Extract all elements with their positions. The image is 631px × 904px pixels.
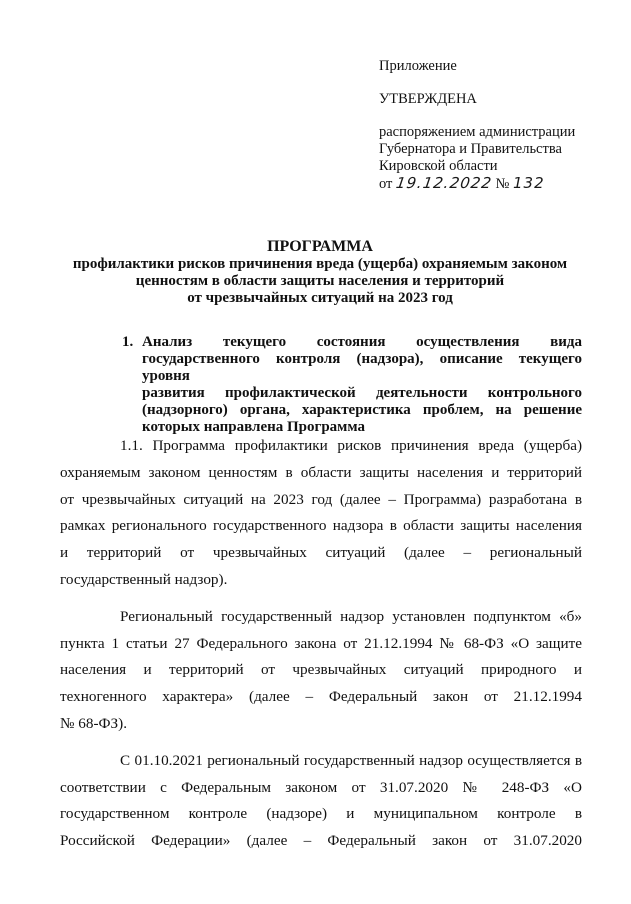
approval-authority-line-1: распоряжением администрации	[379, 124, 576, 140]
title-line-1: профилактики рисков причинения вреда (ущерба) охраняемым законом	[72, 256, 568, 272]
section-heading-line: Анализ текущего состояния осуществления вида	[142, 334, 582, 350]
handwritten-number: 132	[513, 174, 545, 192]
approval-block	[379, 58, 619, 193]
approval-authority-line-3: Кировской области	[379, 158, 498, 174]
approval-date-row	[379, 175, 619, 193]
text-line: Российской Федерации» (далее – Федеральный закон от 31.07.2020	[60, 832, 582, 850]
text-line: соответствии с Федеральным законом от 31.07.2020 № 248-ФЗ «О	[60, 778, 582, 796]
text-line: рамках регионального государственного надзора в области защиты населения	[60, 517, 582, 535]
text-line: государственном контроле (надзоре) и муниципальном контроле в	[60, 805, 582, 823]
section-heading	[122, 334, 582, 436]
text-line: 1.1. Программа профилактики рисков причинения вреда (ущерба)	[120, 437, 582, 454]
document-body	[60, 433, 582, 855]
text-line: и территорий от чрезвычайных ситуаций (далее – региональный	[60, 544, 582, 562]
text-line: № 68-ФЗ).	[60, 714, 127, 732]
text-line: от чрезвычайных ситуаций на 2023 год (далее – Программа) разработана в	[60, 490, 582, 508]
text-line: С 01.10.2021 региональный государственный надзор осуществляется в	[120, 751, 582, 769]
approval-authority-line-2: Губернатора и Правительства	[379, 141, 562, 157]
title-line-3: от чрезвычайных ситуаций на 2023 год	[187, 290, 453, 306]
document-title	[60, 238, 580, 307]
approved-label: УТВЕРЖДЕНА	[379, 91, 477, 107]
section-heading-line: (надзорного) органа, характеристика проблем, на решение	[142, 402, 582, 418]
date-prefix: от	[379, 176, 393, 192]
title-line-2: ценностям в области защиты населения и территорий	[135, 273, 505, 289]
appendix-label: Приложение	[379, 58, 457, 74]
section-heading-line: развития профилактической деятельности контрольного	[142, 385, 582, 401]
section-heading-line: государственного контроля (надзора), описание текущего уровня	[142, 351, 582, 384]
text-line: населения и территорий от чрезвычайных ситуаций природного и	[60, 661, 582, 679]
paragraph-1-1	[60, 433, 582, 594]
number-sign: №	[495, 176, 510, 192]
section-heading-line: которых направлена Программа	[142, 419, 366, 435]
paragraph-since-2021	[60, 748, 582, 855]
text-line: техногенного характера» (далее – Федеральный закон от 21.12.1994	[60, 688, 582, 706]
title-main: ПРОГРАММА	[267, 238, 373, 255]
paragraph-regional-supervision	[60, 604, 582, 738]
text-line: Региональный государственный надзор установлен подпунктом «б»	[120, 607, 582, 625]
text-line: государственный надзор).	[60, 570, 228, 588]
handwritten-date: 19.12.2022	[394, 174, 494, 192]
text-line: пункта 1 статьи 27 Федерального закона от 21.12.1994 № 68-ФЗ «О защите	[60, 634, 582, 652]
text-line: охраняемым законом ценностям в области защиты населения и территорий	[60, 463, 582, 481]
section-number: 1.	[122, 334, 134, 350]
